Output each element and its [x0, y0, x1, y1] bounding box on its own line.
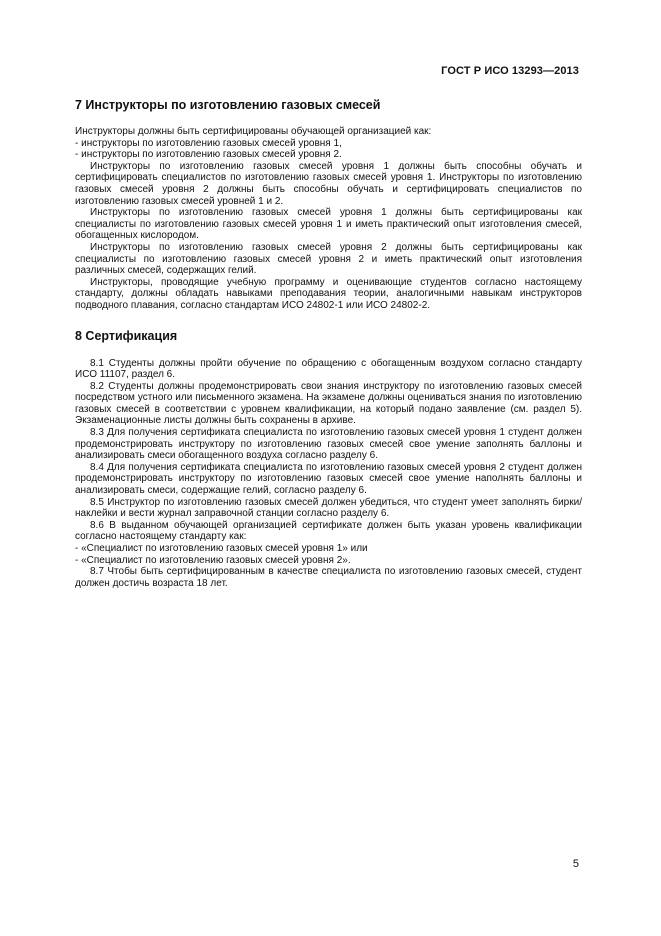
clause-8-5: 8.5 Инструктор по изготовлению газовых смесей должен убедиться, что студент умеет заполнять бирки/наклейки и вести журнал заправочной станции согласно разделу 6. [75, 496, 582, 520]
section-8-title: 8 Сертификация [75, 328, 178, 343]
section-7-paragraph: Инструкторы по изготовлению газовых смесей уровня 1 должны быть сертифицированы как специалисты по изготовлению газовых смесей уровня 1 и иметь практический опыт изготовления смесей, обогащенных кислородом. [75, 207, 582, 242]
section-7-paragraph: Инструкторы по изготовлению газовых смесей уровня 1 должны быть способны обучать и сертифицировать специалистов по изготовлению газовых смесей уровня 1. Инструкторы по изготовлению газовых смесей уровня 2 должны быть способны обучать и сертифицировать специалистов по изготовлению газовых смесей уровней 1 и 2. [75, 160, 582, 207]
clause-8-1: 8.1 Студенты должны пройти обучение по обращению с обогащенным воздухом согласно стандарту ИСО 11107, раздел 6. [75, 357, 582, 381]
clause-8-2: 8.2 Студенты должны продемонстрировать свои знания инструктору по изготовлению газовых смесей посредством устного или письменного экзамена. На экзамене должны оцениваться знания по изготовлению газовых смесей в соответствии с уровнем квалификации, на который подано заявление (см. раздел 5). Экзаменационные листы должны быть сохранены в архиве. [75, 380, 582, 427]
clause-8-7: 8.7 Чтобы быть сертифицированным в качестве специалиста по изготовлению газовых смесей, студент должен достичь возраста 18 лет. [75, 566, 582, 589]
clause-8-4: 8.4 Для получения сертификата специалиста по изготовлению газовых смесей уровня 2 студент должен продемонстрировать инструктору по изготовлению газовых смесей свое умение наполнять баллоны и анализировать смеси, содержащие гелий, согласно разделу 6. [75, 461, 582, 497]
clause-8-6: 8.6 В выданном обучающей организацией сертификате должен быть указан уровень квалификации согласно настоящему стандарту как: [75, 519, 582, 543]
section-7-intro: Инструкторы должны быть сертифицированы обучающей организацией как: [75, 126, 432, 137]
document-body [75, 97, 582, 589]
clause-8-6-list-item: - «Специалист по изготовлению газовых смесей уровня 1» или [75, 543, 368, 554]
document-code: ГОСТ Р ИСО 13293—2013 [441, 65, 579, 77]
section-7-list-item: - инструкторы по изготовлению газовых смесей уровня 2. [75, 149, 342, 161]
section-7-paragraph: Инструкторы по изготовлению газовых смесей уровня 2 должны быть сертифицированы как специалисты по изготовлению газовых смесей уровня 2 и иметь практический опыт изготовления различных смесей, содержащих гелий. [75, 241, 582, 277]
clause-8-6-list-item: - «Специалист по изготовлению газовых смесей уровня 2». [75, 554, 351, 566]
section-7-title: 7 Инструкторы по изготовлению газовых смесей [75, 98, 381, 112]
section-7-paragraph: Инструкторы, проводящие учебную программу и оценивающие студентов согласно настоящему стандарту, должны обладать навыками преподавания теории, аналогичными навыкам инструкторов подводного плавания, согласно стандартам ИСО 24802-1 или ИСО 24802-2. [75, 276, 582, 311]
section-7-list-item: - инструкторы по изготовлению газовых смесей уровня 1, [75, 137, 342, 149]
page-number: 5 [572, 858, 579, 870]
clause-8-3: 8.3 Для получения сертификата специалиста по изготовлению газовых смесей уровня 1 студент должен продемонстрировать инструктору по изготовлению газовых смесей свое умение заполнять баллоны и анализировать смеси обогащенного воздуха согласно разделу 6. [75, 427, 582, 462]
